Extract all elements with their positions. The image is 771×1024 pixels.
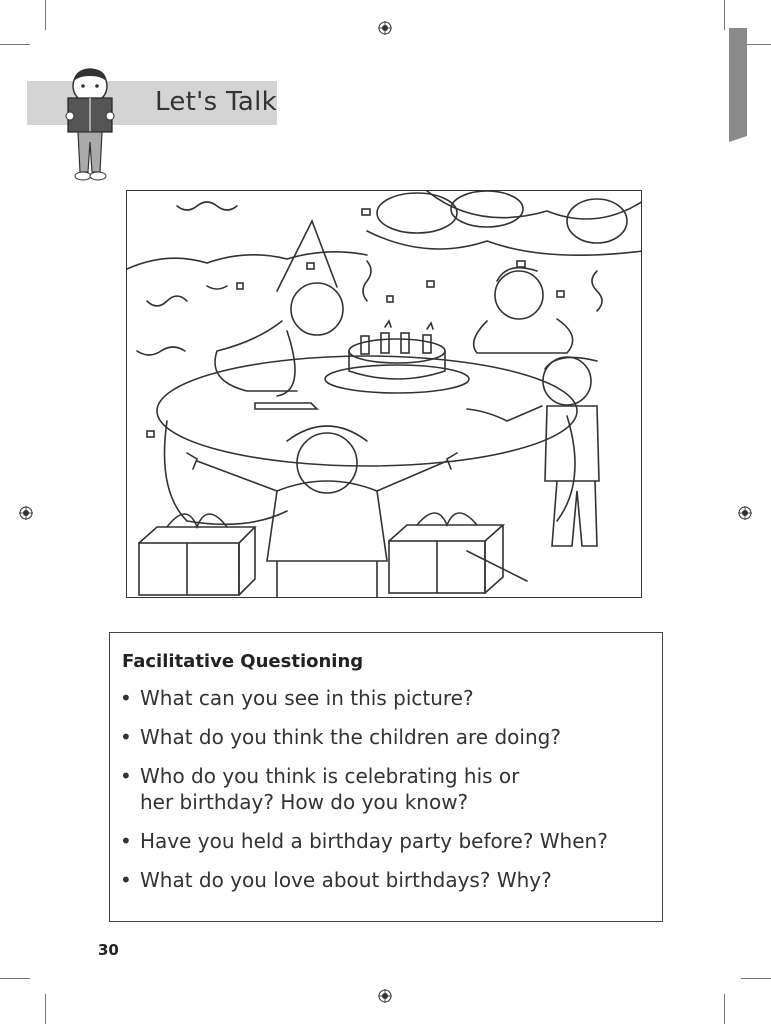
party-scene-illustration — [127, 191, 642, 598]
crop-mark — [45, 994, 46, 1024]
list-item — [120, 763, 660, 815]
crop-mark — [0, 978, 30, 979]
registration-mark-icon — [378, 989, 392, 1003]
crop-mark — [0, 44, 30, 45]
section-title: Let's Talk — [155, 87, 277, 117]
registration-mark-icon — [19, 506, 33, 520]
registration-mark-icon — [738, 506, 752, 520]
birthday-party-illustration — [126, 190, 642, 598]
bullet-icon: • — [120, 829, 132, 853]
list-item — [120, 867, 660, 893]
facilitative-questioning-box — [109, 632, 663, 922]
registration-mark-icon — [378, 21, 392, 35]
crop-mark — [724, 0, 725, 30]
list-item — [120, 685, 660, 711]
question-text: Who do you think is celebrating his or her birthday? How do you know? — [140, 764, 520, 814]
crop-mark — [45, 0, 46, 30]
questions-heading: Facilitative Questioning — [122, 651, 364, 672]
question-text: What can you see in this picture? — [140, 686, 474, 710]
bullet-icon: • — [120, 725, 132, 749]
bullet-icon: • — [120, 868, 132, 892]
list-item — [120, 828, 660, 854]
crop-mark — [724, 994, 725, 1024]
question-text: What do you think the children are doing? — [140, 725, 561, 749]
chapter-tab — [729, 28, 747, 142]
list-item — [120, 724, 660, 750]
bullet-icon: • — [120, 764, 132, 788]
page-number: 30 — [98, 941, 119, 959]
reading-boy-icon — [58, 64, 122, 186]
question-text: What do you love about birthdays? Why? — [140, 868, 552, 892]
bullet-icon: • — [120, 686, 132, 710]
questions-list — [120, 685, 660, 906]
question-text: Have you held a birthday party before? When? — [140, 829, 608, 853]
crop-mark — [741, 978, 771, 979]
